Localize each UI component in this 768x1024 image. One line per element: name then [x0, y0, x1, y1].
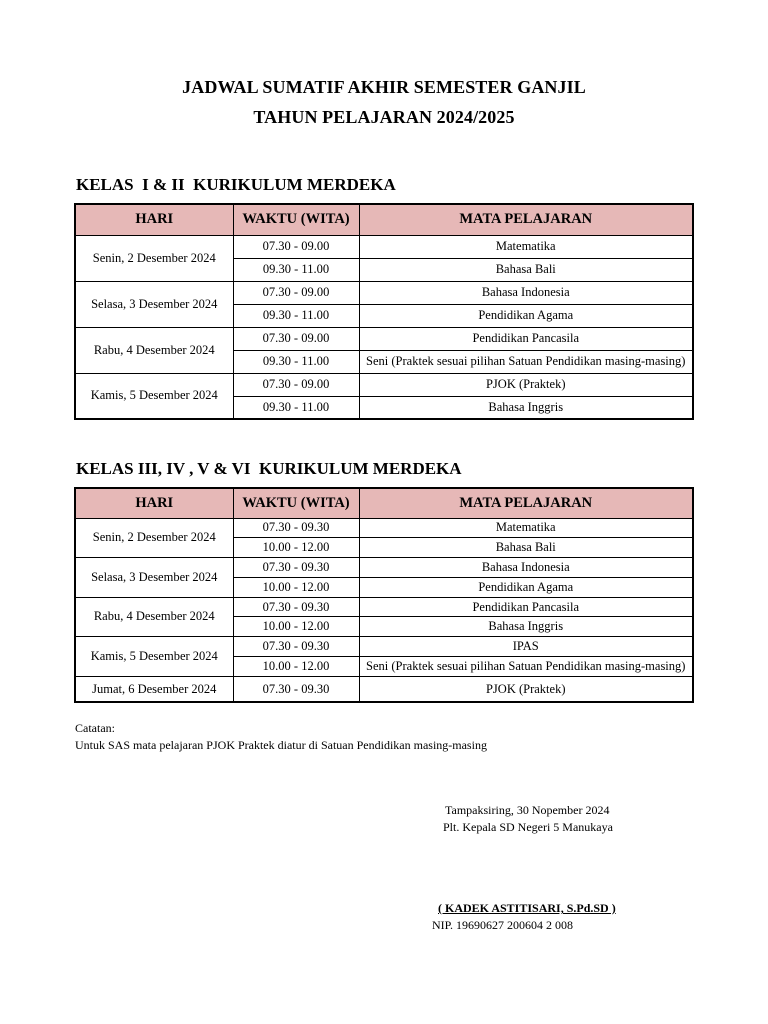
time-cell: 10.00 - 12.00 [233, 538, 359, 558]
day-cell: Kamis, 5 Desember 2024 [75, 373, 233, 419]
time-cell: 10.00 - 12.00 [233, 617, 359, 637]
time-cell: 09.30 - 11.00 [233, 304, 359, 327]
signature-place-date: Tampaksiring, 30 Nopember 2024 [445, 803, 610, 817]
time-cell: 07.30 - 09.30 [233, 637, 359, 657]
time-cell: 09.30 - 11.00 [233, 258, 359, 281]
signature-name: ( KADEK ASTITISARI, S.Pd.SD ) [438, 901, 616, 915]
subject-cell: PJOK (Praktek) [359, 373, 693, 396]
time-cell: 09.30 - 11.00 [233, 396, 359, 419]
time-cell: 07.30 - 09.30 [233, 518, 359, 538]
subject-cell: Matematika [359, 518, 693, 538]
document-title-line2: TAHUN PELAJARAN 2024/2025 [253, 107, 515, 127]
subject-cell: Bahasa Inggris [359, 617, 693, 637]
subject-cell: Pendidikan Pancasila [359, 327, 693, 350]
column-header-time: WAKTU (WITA) [233, 204, 359, 235]
day-cell: Selasa, 3 Desember 2024 [75, 558, 233, 598]
time-cell: 07.30 - 09.30 [233, 676, 359, 702]
subject-cell: Seni (Praktek sesuai pilihan Satuan Pendidikan masing-masing) [359, 350, 693, 373]
time-cell: 09.30 - 11.00 [233, 350, 359, 373]
note-label: Catatan: [75, 721, 115, 735]
column-header-subject: MATA PELAJARAN [359, 204, 693, 235]
subject-cell: Bahasa Bali [359, 258, 693, 281]
time-cell: 07.30 - 09.00 [233, 327, 359, 350]
column-header-subject: MATA PELAJARAN [359, 488, 693, 518]
subject-cell: Pendidikan Agama [359, 577, 693, 597]
time-cell: 10.00 - 12.00 [233, 657, 359, 677]
time-cell: 07.30 - 09.00 [233, 281, 359, 304]
day-cell: Senin, 2 Desember 2024 [75, 235, 233, 281]
subject-cell: Bahasa Bali [359, 538, 693, 558]
time-cell: 07.30 - 09.30 [233, 558, 359, 578]
table-row [75, 637, 693, 657]
time-cell: 10.00 - 12.00 [233, 577, 359, 597]
time-cell: 07.30 - 09.00 [233, 235, 359, 258]
subject-cell: Seni (Praktek sesuai pilihan Satuan Pendidikan masing-masing) [359, 657, 693, 677]
subject-cell: Matematika [359, 235, 693, 258]
day-cell: Selasa, 3 Desember 2024 [75, 281, 233, 327]
table-header-row [75, 204, 693, 235]
signature-position: Plt. Kepala SD Negeri 5 Manukaya [443, 820, 613, 834]
subject-cell: Pendidikan Agama [359, 304, 693, 327]
day-cell: Kamis, 5 Desember 2024 [75, 637, 233, 677]
table-row [75, 373, 693, 396]
document-title-line1: JADWAL SUMATIF AKHIR SEMESTER GANJIL [182, 77, 586, 97]
table-row [75, 518, 693, 538]
subject-cell: PJOK (Praktek) [359, 676, 693, 702]
time-cell: 07.30 - 09.30 [233, 597, 359, 617]
schedule-table-grade-1-2 [74, 203, 694, 420]
time-cell: 07.30 - 09.00 [233, 373, 359, 396]
column-header-time: WAKTU (WITA) [233, 488, 359, 518]
column-header-day: HARI [75, 204, 233, 235]
day-cell: Senin, 2 Desember 2024 [75, 518, 233, 558]
table-row [75, 676, 693, 702]
table-header-row [75, 488, 693, 518]
table-row [75, 327, 693, 350]
subject-cell: Bahasa Inggris [359, 396, 693, 419]
table-row [75, 597, 693, 617]
day-cell: Rabu, 4 Desember 2024 [75, 327, 233, 373]
note-text: Untuk SAS mata pelajaran PJOK Praktek diatur di Satuan Pendidikan masing-masing [75, 738, 487, 752]
section2-title: KELAS III, IV , V & VI KURIKULUM MERDEKA [76, 459, 462, 478]
section1-title: KELAS I & II KURIKULUM MERDEKA [76, 175, 396, 194]
subject-cell: Pendidikan Pancasila [359, 597, 693, 617]
subject-cell: Bahasa Indonesia [359, 281, 693, 304]
table-row [75, 558, 693, 578]
subject-cell: IPAS [359, 637, 693, 657]
column-header-day: HARI [75, 488, 233, 518]
table-row [75, 235, 693, 258]
signature-nip: NIP. 19690627 200604 2 008 [432, 918, 574, 932]
schedule-table-grade-3-6 [74, 487, 694, 703]
subject-cell: Bahasa Indonesia [359, 558, 693, 578]
table-row [75, 281, 693, 304]
day-cell: Rabu, 4 Desember 2024 [75, 597, 233, 637]
day-cell: Jumat, 6 Desember 2024 [75, 676, 233, 702]
